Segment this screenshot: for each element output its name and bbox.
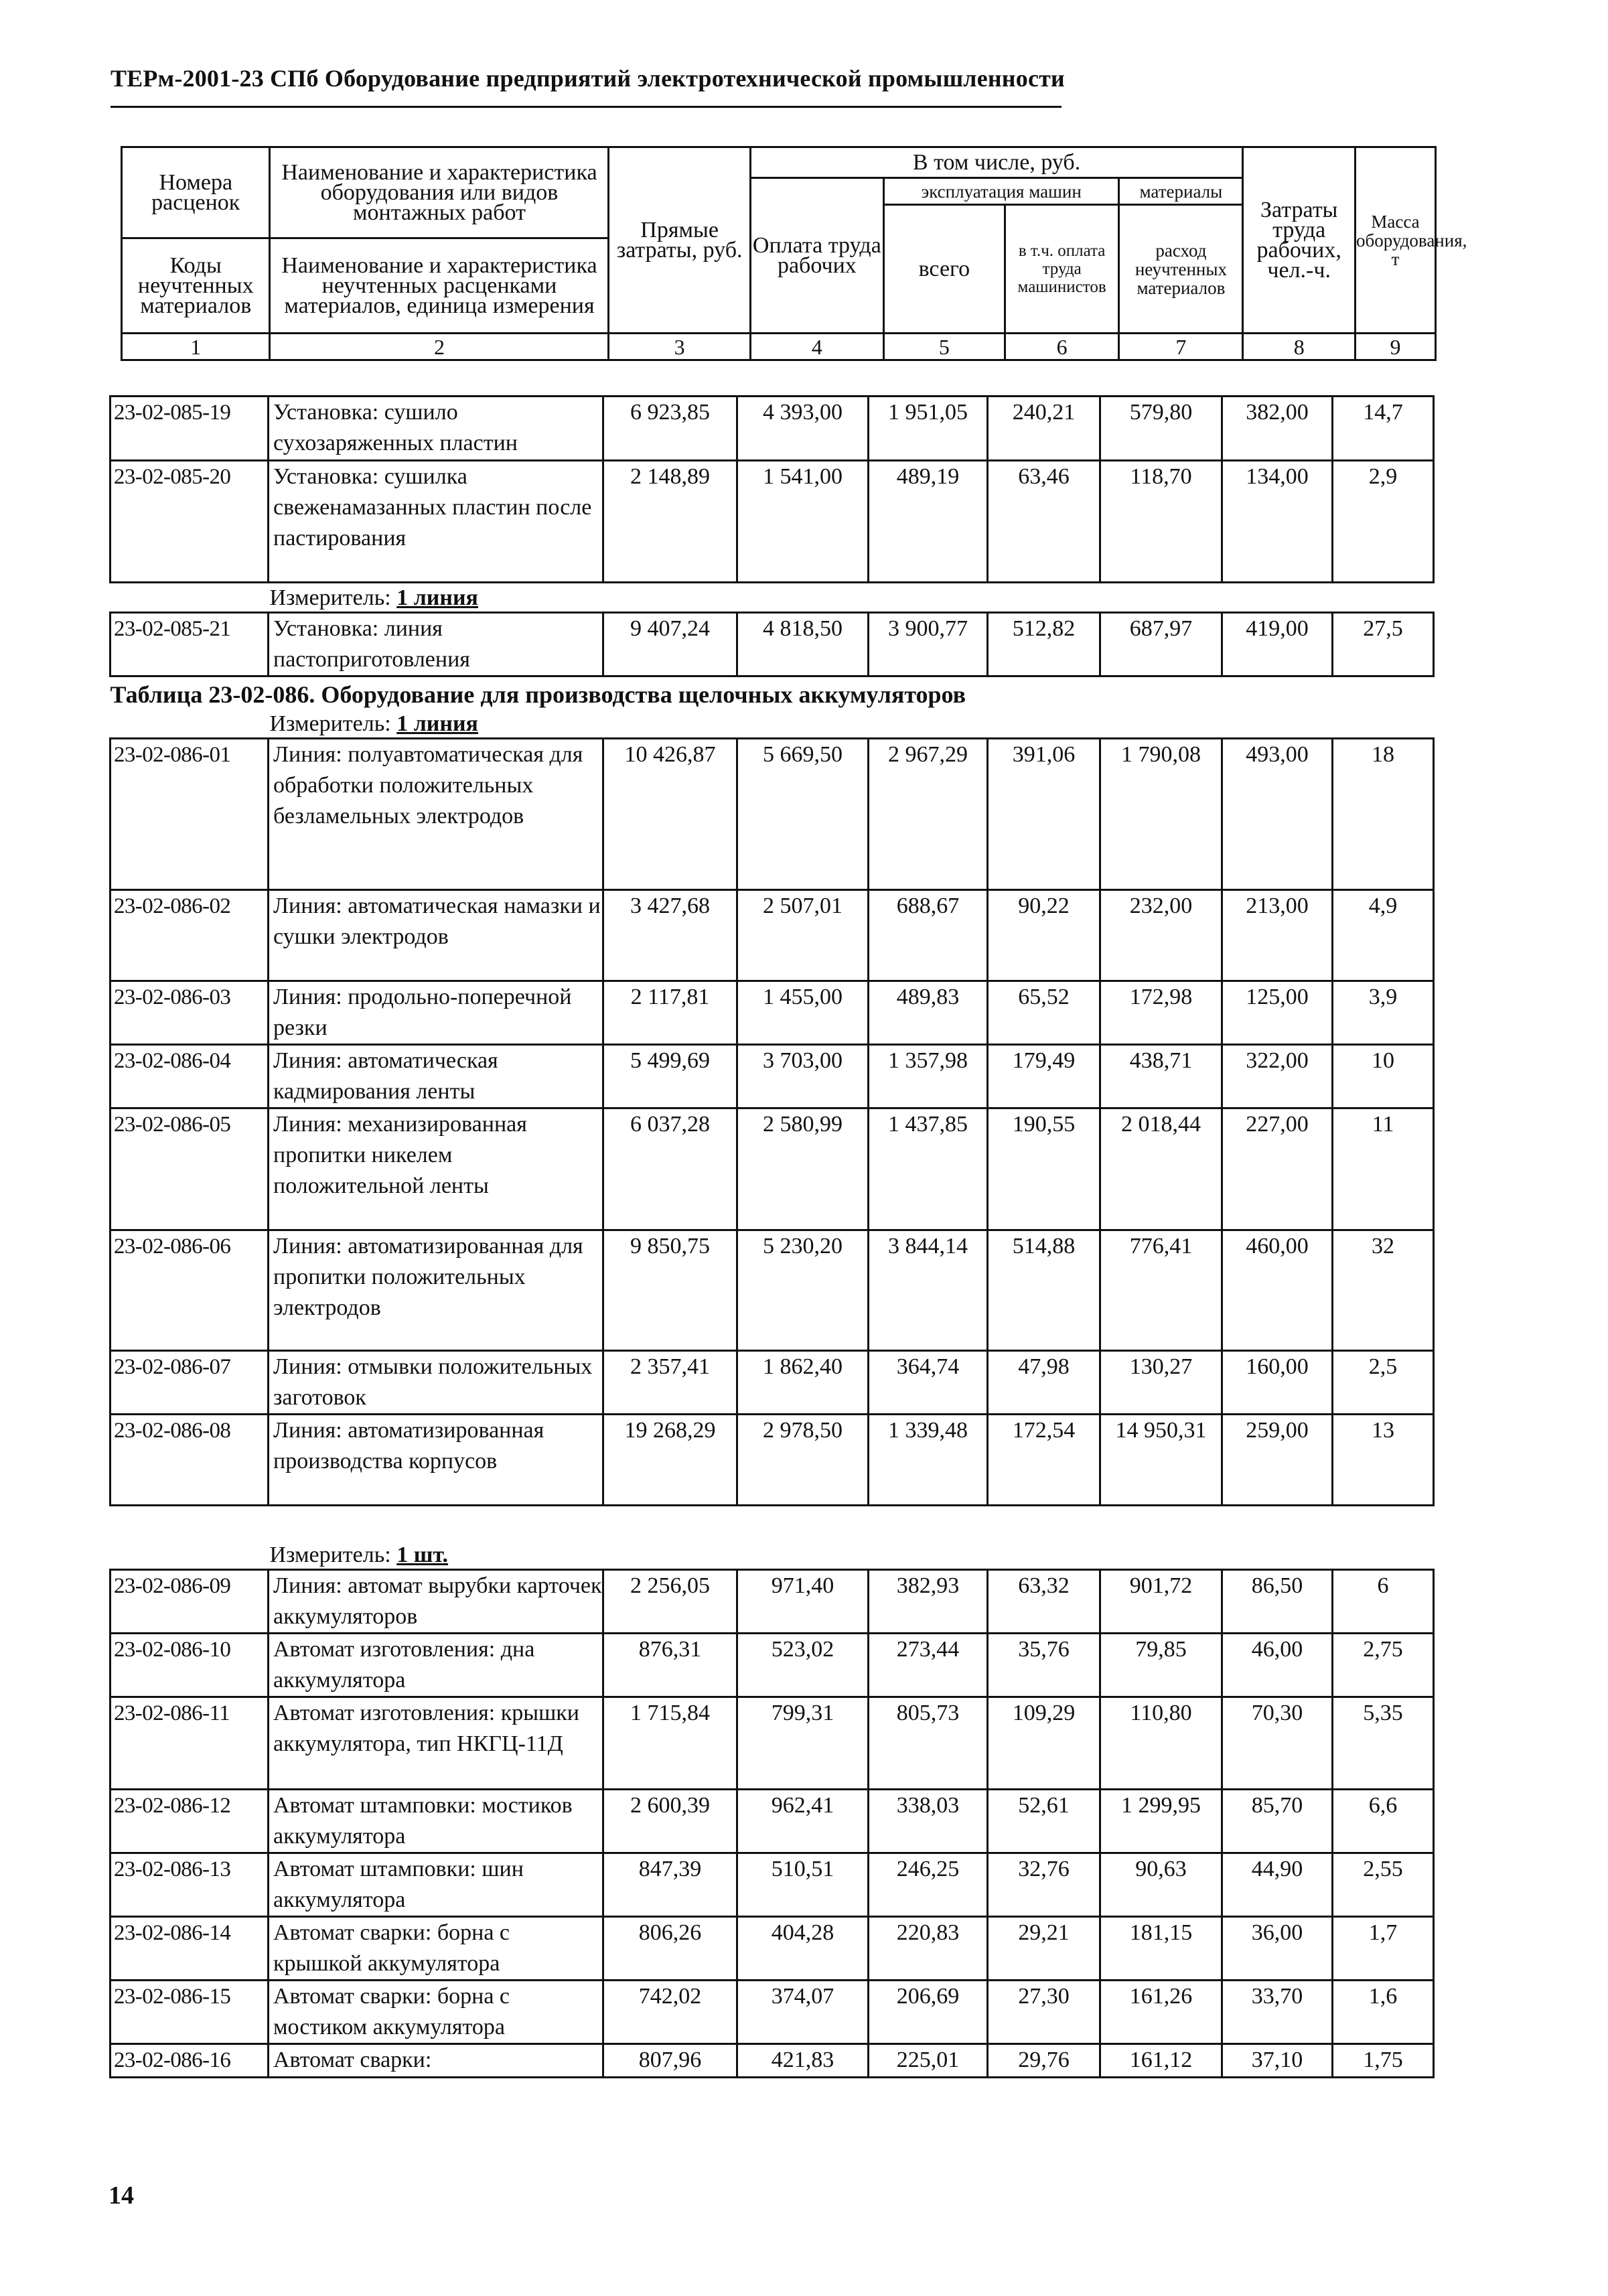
work-name-cell: Автомат изготовления: крышки аккумулятора, тип НКГЦ-11Д [269, 1697, 603, 1790]
materials-cell: 232,00 [1100, 890, 1222, 981]
worker-pay-cell: 1 541,00 [737, 461, 869, 583]
materials-cell: 161,12 [1100, 2044, 1222, 2078]
direct-costs-cell: 3 427,68 [603, 890, 737, 981]
direct-costs-cell: 9 850,75 [603, 1230, 737, 1351]
machinist-pay-cell: 179,49 [988, 1045, 1100, 1108]
equipment-mass-cell: 5,35 [1333, 1697, 1434, 1790]
rates-table [109, 395, 1435, 2078]
worker-pay-cell: 3 703,00 [737, 1045, 869, 1108]
machinist-pay-cell: 32,76 [988, 1853, 1100, 1917]
equipment-mass-cell: 2,5 [1333, 1351, 1434, 1415]
labor-hours-cell: 322,00 [1222, 1045, 1333, 1108]
rate-code-cell: 23-02-086-11 [111, 1697, 269, 1790]
work-name-cell: Автомат сварки: борна с крышкой аккумулятора [269, 1917, 603, 1981]
machinist-pay-cell: 27,30 [988, 1981, 1100, 2044]
worker-pay-cell: 404,28 [737, 1917, 869, 1981]
header-col-number: 5 [883, 334, 1005, 360]
worker-pay-cell: 4 818,50 [737, 613, 869, 676]
direct-costs-cell: 2 357,41 [603, 1351, 737, 1415]
materials-cell: 118,70 [1100, 461, 1222, 583]
equipment-mass-cell: 32 [1333, 1230, 1434, 1351]
labor-hours-cell: 134,00 [1222, 461, 1333, 583]
rate-code-cell: 23-02-086-12 [111, 1790, 269, 1853]
table-title-row [111, 676, 1434, 710]
direct-costs-cell: 9 407,24 [603, 613, 737, 676]
machines-total-cell: 805,73 [869, 1697, 988, 1790]
table-row [111, 461, 1434, 583]
direct-costs-cell: 6 923,85 [603, 397, 737, 461]
machinist-pay-cell: 63,32 [988, 1570, 1100, 1634]
direct-costs-cell: 1 715,84 [603, 1697, 737, 1790]
equipment-mass-cell: 14,7 [1333, 397, 1434, 461]
materials-cell: 110,80 [1100, 1697, 1222, 1790]
equipment-mass-cell: 11 [1333, 1108, 1434, 1230]
machines-total-cell: 2 967,29 [869, 739, 988, 890]
measure-prefix: Измеритель: [269, 1542, 391, 1567]
table-title: Таблица 23-02-086. Оборудование для производства щелочных аккумуляторов [110, 681, 966, 708]
equipment-mass-cell: 6,6 [1333, 1790, 1434, 1853]
worker-pay-cell: 799,31 [737, 1697, 869, 1790]
table-row [111, 1634, 1434, 1697]
rate-code-cell: 23-02-086-10 [111, 1634, 269, 1697]
equipment-mass-cell: 1,75 [1333, 2044, 1434, 2078]
work-name-cell: Автомат штамповки: мостиков аккумулятора [269, 1790, 603, 1853]
table-row [111, 890, 1434, 981]
materials-cell: 438,71 [1100, 1045, 1222, 1108]
machines-total-cell: 1 437,85 [869, 1108, 988, 1230]
work-name-cell: Установка: линия пастоприготовления [269, 613, 603, 676]
equipment-mass-cell: 1,6 [1333, 1981, 1434, 2044]
work-name-cell: Автомат сварки: борна с мостиком аккумулятора [269, 1981, 603, 2044]
header-work-name: Наименование и характеристика оборудования или видов монтажных работ [270, 147, 609, 238]
machinist-pay-cell: 52,61 [988, 1790, 1100, 1853]
header-including-group: В том числе, руб. [750, 147, 1243, 178]
materials-cell: 161,26 [1100, 1981, 1222, 2044]
equipment-mass-cell: 1,7 [1333, 1917, 1434, 1981]
machines-total-cell: 206,69 [869, 1981, 988, 2044]
machines-total-cell: 1 339,48 [869, 1415, 988, 1506]
machines-total-cell: 3 900,77 [869, 613, 988, 676]
labor-hours-cell: 125,00 [1222, 981, 1333, 1045]
table-row [111, 1351, 1434, 1415]
materials-cell: 2 018,44 [1100, 1108, 1222, 1230]
rate-code-cell: 23-02-086-15 [111, 1981, 269, 2044]
direct-costs-cell: 2 600,39 [603, 1790, 737, 1853]
measure-value: 1 линия [396, 585, 478, 610]
machines-total-cell: 489,83 [869, 981, 988, 1045]
direct-costs-cell: 2 256,05 [603, 1570, 737, 1634]
rate-code-cell: 23-02-085-20 [111, 461, 269, 583]
labor-hours-cell: 33,70 [1222, 1981, 1333, 2044]
header-machinist-pay: в т.ч. оплата труда машинистов [1005, 205, 1119, 334]
labor-hours-cell: 460,00 [1222, 1230, 1333, 1351]
rate-code-cell: 23-02-086-14 [111, 1917, 269, 1981]
machines-total-cell: 273,44 [869, 1634, 988, 1697]
header-machine-operation: эксплуатация машин [883, 178, 1119, 205]
header-rule [111, 106, 1062, 108]
work-name-cell: Линия: автоматизированная производства корпусов [269, 1415, 603, 1506]
header-direct-costs: Прямые затраты, руб. [609, 147, 750, 334]
machinist-pay-cell: 90,22 [988, 890, 1100, 981]
machinist-pay-cell: 172,54 [988, 1415, 1100, 1506]
labor-hours-cell: 85,70 [1222, 1790, 1333, 1853]
worker-pay-cell: 4 393,00 [737, 397, 869, 461]
labor-hours-cell: 70,30 [1222, 1697, 1333, 1790]
labor-hours-cell: 86,50 [1222, 1570, 1333, 1634]
work-name-cell: Автомат штамповки: шин аккумулятора [269, 1853, 603, 1917]
measure-prefix: Измеритель: [269, 711, 391, 736]
machinist-pay-cell: 391,06 [988, 739, 1100, 890]
measure-label [111, 709, 1434, 739]
machinist-pay-cell: 35,76 [988, 1634, 1100, 1697]
table-row [111, 397, 1434, 461]
rate-code-cell: 23-02-085-19 [111, 397, 269, 461]
labor-hours-cell: 37,10 [1222, 2044, 1333, 2078]
equipment-mass-cell: 27,5 [1333, 613, 1434, 676]
direct-costs-cell: 807,96 [603, 2044, 737, 2078]
equipment-mass-cell: 3,9 [1333, 981, 1434, 1045]
worker-pay-cell: 5 669,50 [737, 739, 869, 890]
table-row [111, 2044, 1434, 2078]
rate-code-cell: 23-02-086-13 [111, 1853, 269, 1917]
header-col-number: 7 [1119, 334, 1243, 360]
machines-total-cell: 489,19 [869, 461, 988, 583]
work-name-cell: Установка: сушилка свеженамазанных пластин после пастирования [269, 461, 603, 583]
worker-pay-cell: 2 978,50 [737, 1415, 869, 1506]
labor-hours-cell: 382,00 [1222, 397, 1333, 461]
table-row [111, 981, 1434, 1045]
measure-row [111, 1506, 1434, 1570]
header-labor-hours: Затраты труда рабочих, чел.-ч. [1243, 147, 1356, 334]
materials-cell: 1 299,95 [1100, 1790, 1222, 1853]
materials-cell: 776,41 [1100, 1230, 1222, 1351]
header-unaccounted-materials: расход неучтенных материалов [1119, 205, 1243, 334]
worker-pay-cell: 1 455,00 [737, 981, 869, 1045]
equipment-mass-cell: 4,9 [1333, 890, 1434, 981]
machines-total-cell: 225,01 [869, 2044, 988, 2078]
table-row [111, 1045, 1434, 1108]
worker-pay-cell: 5 230,20 [737, 1230, 869, 1351]
header-materials: материалы [1119, 178, 1243, 205]
table-row [111, 1917, 1434, 1981]
rate-code-cell: 23-02-086-04 [111, 1045, 269, 1108]
labor-hours-cell: 46,00 [1222, 1634, 1333, 1697]
work-name-cell: Линия: отмывки положительных заготовок [269, 1351, 603, 1415]
rate-code-cell: 23-02-086-03 [111, 981, 269, 1045]
rate-code-cell: 23-02-086-05 [111, 1108, 269, 1230]
worker-pay-cell: 2 507,01 [737, 890, 869, 981]
header-machines-total: всего [883, 205, 1005, 334]
rate-code-cell: 23-02-086-02 [111, 890, 269, 981]
machinist-pay-cell: 240,21 [988, 397, 1100, 461]
machinist-pay-cell: 47,98 [988, 1351, 1100, 1415]
machines-total-cell: 688,67 [869, 890, 988, 981]
labor-hours-cell: 419,00 [1222, 613, 1333, 676]
table-row [111, 613, 1434, 676]
work-name-cell: Линия: автоматическая кадмирования ленты [269, 1045, 603, 1108]
worker-pay-cell: 523,02 [737, 1634, 869, 1697]
equipment-mass-cell: 2,9 [1333, 461, 1434, 583]
machinist-pay-cell: 109,29 [988, 1697, 1100, 1790]
running-header: ТЕРм-2001-23 СПб Оборудование предприятий электротехнической промышленности [111, 65, 1065, 92]
direct-costs-cell: 10 426,87 [603, 739, 737, 890]
machinist-pay-cell: 29,21 [988, 1917, 1100, 1981]
machines-total-cell: 246,25 [869, 1853, 988, 1917]
table-row [111, 1853, 1434, 1917]
materials-cell: 579,80 [1100, 397, 1222, 461]
machines-total-cell: 364,74 [869, 1351, 988, 1415]
machinist-pay-cell: 512,82 [988, 613, 1100, 676]
direct-costs-cell: 847,39 [603, 1853, 737, 1917]
header-material-codes: Коды неучтенных материалов [122, 238, 270, 334]
direct-costs-cell: 806,26 [603, 1917, 737, 1981]
labor-hours-cell: 36,00 [1222, 1917, 1333, 1981]
direct-costs-cell: 876,31 [603, 1634, 737, 1697]
column-header-table [121, 146, 1467, 361]
work-name-cell: Установка: сушило сухозаряженных пластин [269, 397, 603, 461]
materials-cell: 181,15 [1100, 1917, 1222, 1981]
work-name-cell: Автомат изготовления: дна аккумулятора [269, 1634, 603, 1697]
direct-costs-cell: 2 117,81 [603, 981, 737, 1045]
measure-label [111, 1506, 1434, 1570]
measure-row [111, 709, 1434, 739]
rate-code-cell: 23-02-086-08 [111, 1415, 269, 1506]
header-equipment-mass: Масса оборудования, т [1356, 147, 1436, 334]
machines-total-cell: 1 951,05 [869, 397, 988, 461]
table-row [111, 1697, 1434, 1790]
header-material-name: Наименование и характеристика неучтенных расценками материалов, единица измерения [270, 238, 609, 334]
machines-total-cell: 382,93 [869, 1570, 988, 1634]
rate-code-cell: 23-02-085-21 [111, 613, 269, 676]
machinist-pay-cell: 514,88 [988, 1230, 1100, 1351]
machinist-pay-cell: 190,55 [988, 1108, 1100, 1230]
table-row [111, 1981, 1434, 2044]
page-number: 14 [108, 2181, 134, 2210]
header-col-number: 6 [1005, 334, 1119, 360]
table-row [111, 739, 1434, 890]
equipment-mass-cell: 2,55 [1333, 1853, 1434, 1917]
work-name-cell: Линия: механизированная пропитки никелем положительной ленты [269, 1108, 603, 1230]
measure-value: 1 линия [396, 711, 478, 736]
materials-cell: 79,85 [1100, 1634, 1222, 1697]
worker-pay-cell: 421,83 [737, 2044, 869, 2078]
header-col-number: 8 [1243, 334, 1356, 360]
header-worker-pay: Оплата труда рабочих [750, 178, 883, 334]
equipment-mass-cell: 2,75 [1333, 1634, 1434, 1697]
equipment-mass-cell: 6 [1333, 1570, 1434, 1634]
equipment-mass-cell: 13 [1333, 1415, 1434, 1506]
table-row [111, 1230, 1434, 1351]
direct-costs-cell: 19 268,29 [603, 1415, 737, 1506]
rate-code-cell: 23-02-086-01 [111, 739, 269, 890]
table-row [111, 1415, 1434, 1506]
worker-pay-cell: 971,40 [737, 1570, 869, 1634]
machines-total-cell: 3 844,14 [869, 1230, 988, 1351]
machinist-pay-cell: 63,46 [988, 461, 1100, 583]
direct-costs-cell: 5 499,69 [603, 1045, 737, 1108]
measure-row [111, 583, 1434, 613]
machinist-pay-cell: 65,52 [988, 981, 1100, 1045]
machines-total-cell: 1 357,98 [869, 1045, 988, 1108]
labor-hours-cell: 213,00 [1222, 890, 1333, 981]
worker-pay-cell: 2 580,99 [737, 1108, 869, 1230]
labor-hours-cell: 44,90 [1222, 1853, 1333, 1917]
table-row [111, 1108, 1434, 1230]
labor-hours-cell: 160,00 [1222, 1351, 1333, 1415]
header-rate-numbers: Номера расценок [122, 147, 270, 238]
materials-cell: 172,98 [1100, 981, 1222, 1045]
header-col-number: 4 [750, 334, 883, 360]
worker-pay-cell: 1 862,40 [737, 1351, 869, 1415]
worker-pay-cell: 962,41 [737, 1790, 869, 1853]
rate-code-cell: 23-02-086-09 [111, 1570, 269, 1634]
header-col-number: 2 [270, 334, 609, 360]
table-row [111, 1790, 1434, 1853]
equipment-mass-cell: 10 [1333, 1045, 1434, 1108]
labor-hours-cell: 227,00 [1222, 1108, 1333, 1230]
worker-pay-cell: 374,07 [737, 1981, 869, 2044]
work-name-cell: Линия: автоматическая намазки и сушки электродов [269, 890, 603, 981]
machines-total-cell: 338,03 [869, 1790, 988, 1853]
machines-total-cell: 220,83 [869, 1917, 988, 1981]
rate-code-cell: 23-02-086-07 [111, 1351, 269, 1415]
header-col-number: 3 [609, 334, 750, 360]
materials-cell: 901,72 [1100, 1570, 1222, 1634]
rate-code-cell: 23-02-086-06 [111, 1230, 269, 1351]
materials-cell: 14 950,31 [1100, 1415, 1222, 1506]
direct-costs-cell: 742,02 [603, 1981, 737, 2044]
work-name-cell: Линия: автомат вырубки карточек аккумуляторов [269, 1570, 603, 1634]
equipment-mass-cell: 18 [1333, 739, 1434, 890]
materials-cell: 90,63 [1100, 1853, 1222, 1917]
rate-code-cell: 23-02-086-16 [111, 2044, 269, 2078]
direct-costs-cell: 2 148,89 [603, 461, 737, 583]
work-name-cell: Линия: продольно-поперечной резки [269, 981, 603, 1045]
worker-pay-cell: 510,51 [737, 1853, 869, 1917]
measure-label [111, 583, 1434, 613]
header-col-number: 1 [122, 334, 270, 360]
measure-value: 1 шт. [396, 1542, 449, 1567]
measure-prefix: Измеритель: [269, 585, 391, 610]
labor-hours-cell: 259,00 [1222, 1415, 1333, 1506]
header-col-number: 9 [1356, 334, 1436, 360]
work-name-cell: Линия: автоматизированная для пропитки положительных электродов [269, 1230, 603, 1351]
machinist-pay-cell: 29,76 [988, 2044, 1100, 2078]
work-name-cell: Автомат сварки: [269, 2044, 603, 2078]
materials-cell: 687,97 [1100, 613, 1222, 676]
table-row [111, 1570, 1434, 1634]
work-name-cell: Линия: полуавтоматическая для обработки положительных безламельных электродов [269, 739, 603, 890]
labor-hours-cell: 493,00 [1222, 739, 1333, 890]
direct-costs-cell: 6 037,28 [603, 1108, 737, 1230]
materials-cell: 1 790,08 [1100, 739, 1222, 890]
materials-cell: 130,27 [1100, 1351, 1222, 1415]
